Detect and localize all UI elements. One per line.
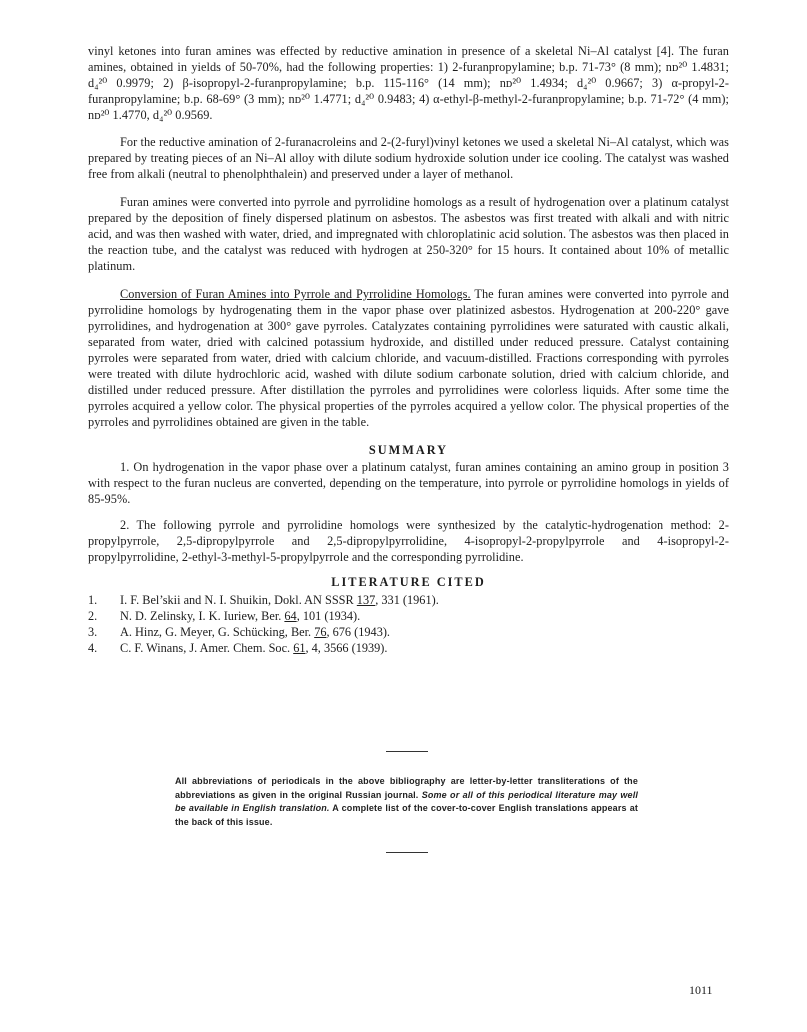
footnote-text: All abbreviations of periodicals in the above bibliography are letter-by-letter transliterations of the abbreviations as given in the original Russian journal. [175,776,638,800]
reference-number: 3. [88,625,98,639]
reference-item [88,640,729,656]
summary-item-1: 1. On hydrogenation in the vapor phase over a platinum catalyst, furan amines containing an amino group in position 3 with respect to the furan nucleus are converted, depending on the temperature, into pyrrole or pyrrolidine homologs in yields of 85-95%. [88,460,729,506]
reference-list [88,592,729,656]
section-run-in-heading: Conversion of Furan Amines into Pyrrole and Pyrrolidine Homologs. [120,287,471,301]
reference-volume: 64 [284,609,297,623]
paragraph-conversion [88,286,729,430]
footnote [175,775,638,829]
paragraph-catalyst-preparation: For the reductive amination of 2-furanacroleins and 2-(2-furyl)vinyl ketones we used a skeletal Ni–Al catalyst, which was prepared by treating pieces of an Ni–Al alloy with dilute sodium hydroxide solution under ice cooling. The catalyst was washed free from alkali (neutral to phenolphthalein) and preserved under a layer of methanol. [88,135,729,181]
footnote-divider-top [386,751,428,752]
article-body [88,43,729,656]
paragraph-furan-amine-properties: vinyl ketones into furan amines was effected by reductive amination in presence of a skeletal Ni–Al catalyst [4]. The furan amines, obtained in yields of 50-70%, had the following properties: 1) 2-furanpropylamine; b.p. 71-73° (8 mm); nᴅ²⁰ 1.4831; d₄²⁰ 0.9979; 2) β-isopropyl-2-furanpropylamine; b.p. 115-116° (14 mm); nᴅ²⁰ 1.4934; d₄²⁰ 0.9667; 3) α-propyl-2-furanpropylamine; b.p. 68-69° (3 mm); nᴅ²⁰ 1.4771; d₄²⁰ 0.9483; 4) α-ethyl-β-methyl-2-furanpropylamine; b.p. 71-72° (4 mm); nᴅ²⁰ 1.4770, d₄²⁰ 0.9569. [88,44,729,122]
reference-text: C. F. Winans, J. Amer. Chem. Soc. [120,641,294,655]
reference-number: 1. [88,593,98,607]
reference-text: N. D. Zelinsky, I. K. Iuriew, Ber. [120,609,285,623]
reference-tail: , 101 (1934). [296,609,361,623]
reference-number: 2. [88,609,98,623]
paragraph-conversion-text: The furan amines were converted into pyrrole and pyrrolidine homologs by hydrogenating them in the vapor phase over platinized asbestos. Hydrogenation at 200-220° gave pyrrolidines, and hydrogenation at 300° gave pyrroles. Catalyzates containing pyrrolidines were saturated with caustic alkali, separated from water, dried with calcined potassium hydroxide, and distilled under reduced pressure. Catalyst containing pyrroles were separated from water, dried with calcium chloride, and vacuum-distilled. Fractions corresponding with pyrroles were treated with dilute hydrochloric acid, washed with dilute sodium carbonate solution, dried with calcium chloride, and distilled under reduced pressure. After distillation the pyrroles and pyrrolidines were colorless liquids. After some time the pyrroles acquired a yellow color. The physical properties of the pyrroles acquired a yellow color. The physical properties of the pyrroles and pyrrolidines obtained are given in the table. [88,287,730,429]
literature-cited-heading: LITERATURE CITED [331,575,486,589]
reference-item [88,592,729,608]
reference-tail: , 676 (1943). [326,625,391,639]
reference-text: A. Hinz, G. Meyer, G. Schücking, Ber. [120,625,315,639]
reference-text: I. F. Bel’skii and N. I. Shuikin, Dokl. AN SSSR [120,593,357,607]
reference-item [88,624,729,640]
footnote-italic-text: Some or all of this periodical literature may well be available in English translation. [175,789,639,813]
reference-tail: , 4, 3566 (1939). [305,641,388,655]
paragraph-platinum-catalyst: Furan amines were converted into pyrrole and pyrrolidine homologs as a result of hydrogenation over a platinum catalyst prepared by the deposition of finely dispersed platinum on asbestos. The asbestos was first treated with alkali and with nitric acid, and was then washed with water, dried, and impregnated with chloroplatinic acid solution. The asbestos was then placed in the reaction tube, and the catalyst was reduced with hydrogen at 250-320° for 15 hours. It contained about 10% of metallic platinum. [88,195,729,273]
reference-tail: , 331 (1961). [375,593,439,607]
summary-heading: SUMMARY [368,443,449,457]
reference-volume: 76 [314,625,327,639]
reference-item [88,608,729,624]
page-number: 1011 [689,983,713,997]
reference-number: 4. [88,641,98,655]
footnote-divider-bottom [386,852,428,853]
summary-item-2: 2. The following pyrrole and pyrrolidine homologs were synthesized by the catalytic-hydrogenation method: 2-propylpyrrole, 2,5-dipropylpyrrole and 2,5-dipropylpyrrolidine, 4-isopropyl-2-propylpyrrole and 4-isopropyl-2-propylpyrrolidine, 2-ethyl-3-methyl-5-propylpyrrole and the corresponding pyrrolidine. [88,518,729,564]
reference-volume: 61 [293,641,306,655]
footnote-text-end: A complete list of the cover-to-cover English translations appears at the back of this issue. [175,803,639,827]
reference-volume: 137 [356,593,376,607]
